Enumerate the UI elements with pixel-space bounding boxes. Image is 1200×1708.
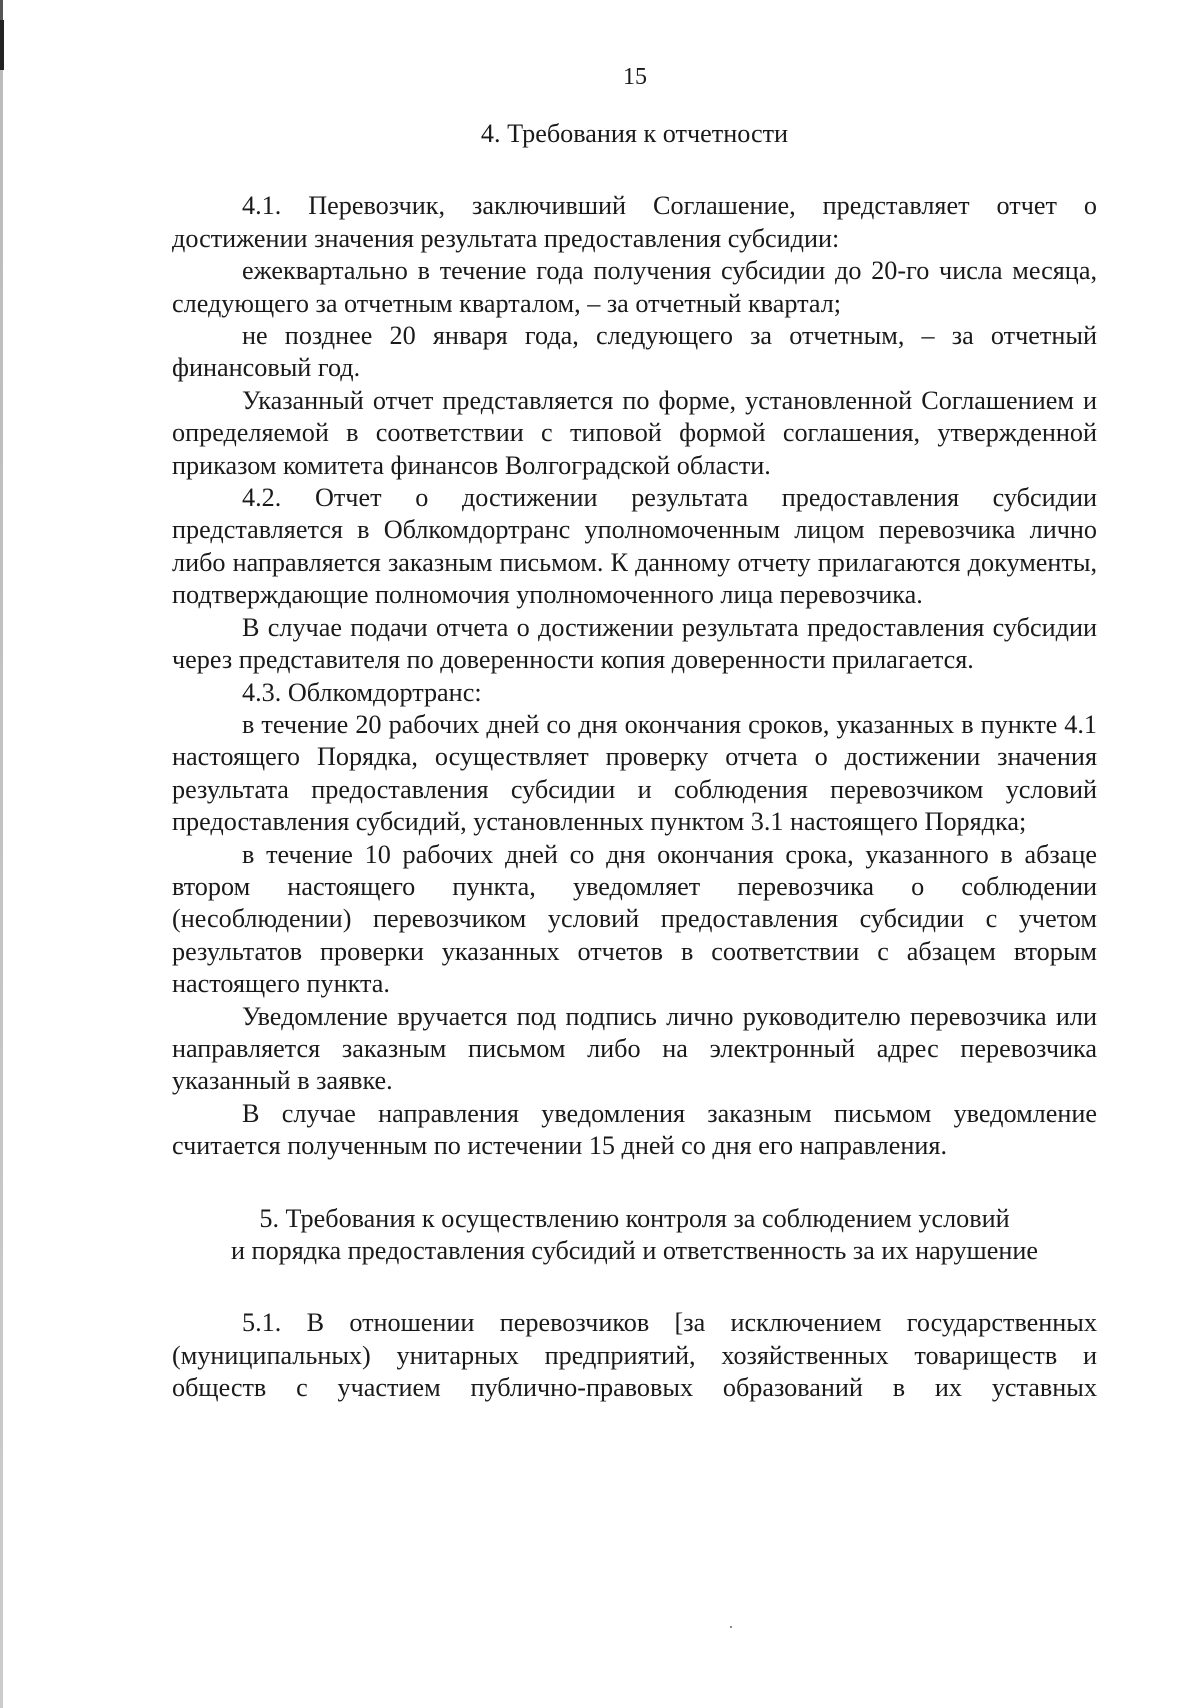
section-5-title-line-1: 5. Требования к осуществлению контроля за соблюдением условий xyxy=(259,1203,1010,1233)
paragraph-annual: не позднее 20 января года, следующего за отчетным, – за отчетный финансовый год. xyxy=(172,321,1097,383)
scan-left-edge xyxy=(0,0,3,1708)
scan-speck xyxy=(730,1626,732,1628)
paragraph-proxy: В случае подачи отчета о достижении результата предоставления субсидии через представителя по доверенности копия доверенности прилагается. xyxy=(172,612,1097,675)
section-4-title: 4. Требования к отчетности xyxy=(480,119,789,148)
scan-edge-mark xyxy=(0,20,4,70)
paragraph-check-20-days: в течение 20 рабочих дней со дня окончания сроков, указанных в пункте 4.1 настоящего Порядка, осуществляет проверку отчета о достижении значения результата предоставления субсидии и соблюдения перевозчиком условий предоставления субсидий, установленных пунктом 3.1 настоящего Порядка; xyxy=(172,709,1097,837)
paragraph-4-1: 4.1. Перевозчик, заключивший Соглашение, представляет отчет о достижении значения результата предоставления субсидии: xyxy=(172,191,1097,253)
paragraph-notification-delivery: Уведомление вручается под подпись лично руководителю перевозчика или направляется заказным письмом либо на электронный адрес перевозчика указанный в заявке. xyxy=(172,1001,1097,1096)
section-5-title-line-2: и порядка предоставления субсидий и ответственность за их нарушение xyxy=(231,1236,1038,1265)
paragraph-5-1: 5.1. В отношении перевозчиков [за исключением государственных (муниципальных) унитарных предприятий, хозяйственных товариществ и обществ с участием публично-правовых образований в их уставных xyxy=(172,1308,1097,1403)
paragraph-4-2: 4.2. Отчет о достижении результата предоставления субсидии представляется в Облкомдортранс уполномоченным лицом перевозчика лично либо направляется заказным письмом. К данному отчету прилагаются документы, подтверждающие полномочия уполномоченного лица перевозчика. xyxy=(172,483,1097,610)
paragraph-notify-10-days: в течение 10 рабочих дней со дня окончания срока, указанного в абзаце втором настоящего пункта, уведомляет перевозчика о соблюдении (несоблюдении) перевозчиком условий предоставления субсидии с учетом результатов проверки указанных отчетов в соответствии с абзацем вторым настоящего пункта. xyxy=(172,839,1097,999)
paragraph-quarterly: ежеквартально в течение года получения субсидии до 20-го числа месяца, следующего за отчетным кварталом, – за отчетный квартал; xyxy=(172,256,1097,318)
paragraph-notification-received: В случае направления уведомления заказным письмом уведомление считается полученным по истечении 15 дней со дня его направления. xyxy=(172,1098,1097,1161)
page-number: 15 xyxy=(623,64,647,90)
section-5-title xyxy=(172,1203,1097,1268)
paragraph-report-form: Указанный отчет представляется по форме, установленной Соглашением и определяемой в соответствии с типовой формой соглашения, утвержденной приказом комитета финансов Волгоградской области. xyxy=(172,385,1097,480)
paragraph-4-3: 4.3. Облкомдортранс: xyxy=(242,677,482,707)
document-body xyxy=(172,118,1097,1405)
